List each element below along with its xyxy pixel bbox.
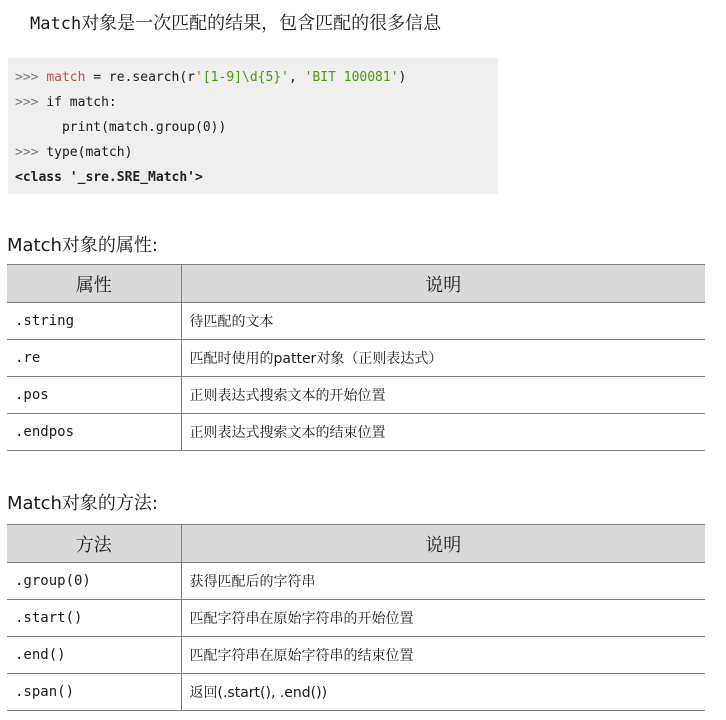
attributes-table: [7, 264, 705, 451]
table-row: [7, 637, 705, 674]
code-prompt: >>>: [15, 145, 47, 160]
code-indent: [15, 120, 62, 135]
attribute-name: .re: [7, 340, 181, 377]
method-name: .end(): [7, 637, 181, 674]
table-row: [7, 303, 705, 340]
attribute-description: 正则表达式搜索文本的结束位置: [181, 414, 705, 451]
methods-table: [7, 524, 705, 711]
code-text: print(match.group(0)): [61, 120, 227, 135]
table-row: [7, 600, 705, 637]
code-output-line: <class '_sre.SRE_Match'>: [15, 170, 203, 185]
method-name: .span(): [7, 674, 181, 711]
code-block: [8, 58, 498, 194]
attribute-description: 匹配时使用的patter对象（正则表达式）: [181, 340, 705, 377]
table-row: [7, 377, 705, 414]
intro-text: 对象是一次匹配的结果，包含匹配的很多信息: [81, 13, 442, 34]
attributes-section-title: Match对象的属性:: [7, 235, 158, 256]
code-line-2: [15, 94, 117, 112]
methods-section-title: Match对象的方法:: [7, 493, 158, 514]
code-line-1: [15, 69, 406, 87]
method-description: 返回(.start(), .end()): [181, 674, 705, 711]
column-header-attribute: 属性: [7, 265, 181, 303]
attribute-name: .endpos: [7, 414, 181, 451]
method-name: .group(0): [7, 563, 181, 600]
attribute-name: .string: [7, 303, 181, 340]
table-header-row: [7, 525, 705, 563]
method-description: 匹配字符串在原始字符串的开始位置: [181, 600, 705, 637]
column-header-description: 说明: [181, 265, 705, 303]
code-comma: ,: [288, 70, 305, 85]
attribute-description: 正则表达式搜索文本的开始位置: [181, 377, 705, 414]
table-row: [7, 414, 705, 451]
intro-heading: [30, 10, 441, 38]
code-text: type(match): [46, 145, 133, 160]
intro-code-word: Match: [30, 14, 82, 34]
table-row: [7, 674, 705, 711]
column-header-description: 说明: [181, 525, 705, 563]
attribute-description: 待匹配的文本: [181, 303, 705, 340]
code-line-4: [15, 144, 132, 162]
code-text: if match:: [46, 95, 117, 110]
code-target-string: 'BIT 100081': [304, 70, 399, 85]
column-header-method: 方法: [7, 525, 181, 563]
code-call: = re.search(r: [85, 70, 196, 85]
table-row: [7, 340, 705, 377]
code-regex-string: '[1-9]\d{5}': [195, 70, 289, 85]
method-description: 匹配字符串在原始字符串的结束位置: [181, 637, 705, 674]
attribute-name: .pos: [7, 377, 181, 414]
method-description: 获得匹配后的字符串: [181, 563, 705, 600]
code-variable: match: [46, 70, 86, 85]
method-name: .start(): [7, 600, 181, 637]
code-close-paren: ): [398, 70, 407, 85]
table-header-row: [7, 265, 705, 303]
table-row: [7, 563, 705, 600]
code-line-3: [15, 119, 226, 137]
code-prompt: >>>: [15, 95, 47, 110]
code-prompt: >>>: [15, 70, 47, 85]
